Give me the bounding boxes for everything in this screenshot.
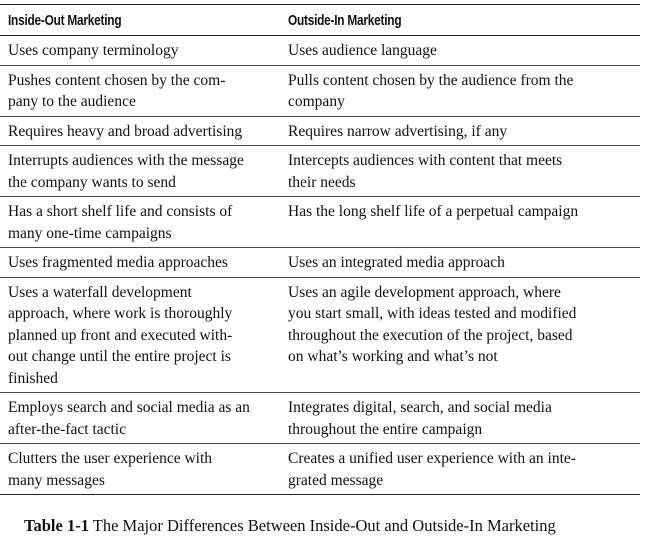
table-body: [0, 36, 640, 495]
table-row: [0, 116, 640, 146]
outside-in-cell: Has the long shelf life of a perpetual campaign: [280, 197, 640, 248]
table-row: [0, 146, 640, 197]
comparison-table: [0, 4, 640, 495]
caption-text: The Major Differences Between Inside-Out and Outside-In Marketing: [88, 516, 556, 535]
outside-in-cell: Intercepts audiences with content that meets their needs: [280, 146, 640, 197]
table-row: [0, 277, 640, 393]
table-row: [0, 393, 640, 444]
table-row: [0, 248, 640, 278]
table-row: [0, 444, 640, 495]
column-header-label: Inside-Out Marketing: [8, 13, 122, 29]
caption-label: Table 1-1: [24, 516, 89, 535]
inside-out-cell: Clutters the user experience with many messages: [0, 444, 280, 495]
outside-in-cell: Pulls content chosen by the audience from the company: [280, 65, 640, 116]
table-row: [0, 197, 640, 248]
table-row: [0, 36, 640, 66]
table-row: [0, 65, 640, 116]
outside-in-cell: Requires narrow advertising, if any: [280, 116, 640, 146]
outside-in-cell: Uses an integrated media approach: [280, 248, 640, 278]
inside-out-cell: Uses a waterfall development approach, where work is thoroughly planned up front and executed with- out change until the entire project is finished: [0, 277, 280, 393]
column-header-outside-in: [280, 5, 640, 36]
comparison-table-container: [0, 4, 640, 495]
inside-out-cell: Pushes content chosen by the com- pany to the audience: [0, 65, 280, 116]
table-header-row: [0, 5, 640, 36]
outside-in-cell: Creates a unified user experience with an inte- grated message: [280, 444, 640, 495]
outside-in-cell: Uses an agile development approach, where you start small, with ideas tested and modified throughout the execution of the project, based on what’s working and what’s not: [280, 277, 640, 393]
inside-out-cell: Employs search and social media as an after-the-fact tactic: [0, 393, 280, 444]
inside-out-cell: Interrupts audiences with the message the company wants to send: [0, 146, 280, 197]
inside-out-cell: Has a short shelf life and consists of many one-time campaigns: [0, 197, 280, 248]
inside-out-cell: Uses company terminology: [0, 36, 280, 66]
outside-in-cell: Integrates digital, search, and social media throughout the entire campaign: [280, 393, 640, 444]
column-header-inside-out: [0, 5, 280, 36]
column-header-label: Outside-In Marketing: [288, 13, 402, 29]
outside-in-cell: Uses audience language: [280, 36, 640, 66]
inside-out-cell: Requires heavy and broad advertising: [0, 116, 280, 146]
inside-out-cell: Uses fragmented media approaches: [0, 248, 280, 278]
table-caption: [24, 516, 556, 536]
